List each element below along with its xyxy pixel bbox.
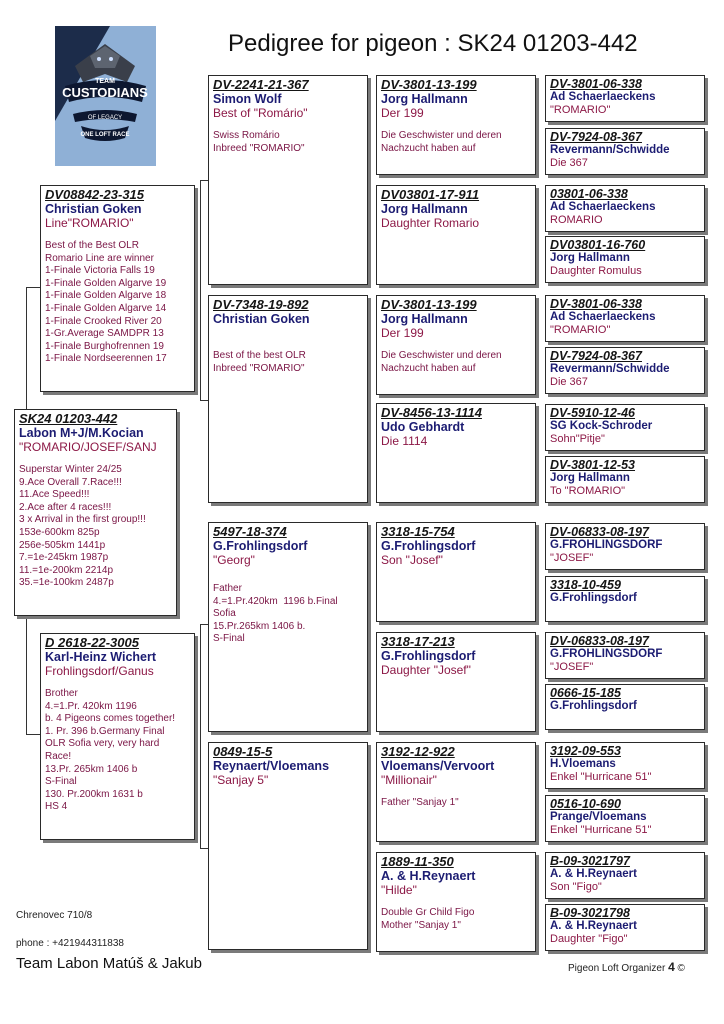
logo-text-race: ONE LOFT RACE (80, 132, 130, 138)
pedigree-card-gg6[interactable] (545, 347, 705, 394)
pedigree-card-dss[interactable] (376, 522, 536, 622)
pigeon-name: "ROMARIO/JOSEF/SANJ (19, 440, 157, 454)
pigeon-name: "JOSEF" (550, 552, 594, 564)
pedigree-card-gg12[interactable] (545, 684, 705, 730)
ring-number: DV-06833-08-197 (550, 634, 649, 648)
owner-name: Udo Gebhardt (381, 420, 465, 434)
ring-number: D 2618-22-3005 (45, 635, 139, 650)
remarks: Brother 4.=1.Pr. 420km 1196 b. 4 Pigeons comes together! 1. Pr. 396 b.Germany Final OLR Sofia very, very hard Race! 13.Pr. 265km 1406 b S-Final 130. Pr.200km 1631 b HS 4 (45, 688, 176, 813)
owner-name: Revermann/Schwidde (550, 363, 670, 375)
ring-number: 3318-15-754 (381, 524, 455, 539)
ring-number: B-09-3021797 (550, 854, 630, 868)
ring-number: 3192-09-553 (550, 744, 621, 758)
pedigree-card-sire[interactable] (40, 185, 195, 392)
owner-name: Jorg Hallmann (381, 92, 468, 106)
program-credit (568, 960, 685, 974)
owner-name: Jorg Hallmann (381, 312, 468, 326)
remarks: Best of the best OLR Inbreed "ROMARIO" (213, 350, 306, 374)
logo-text-custodians: CUSTODIANS (62, 85, 148, 100)
connector-line (26, 287, 27, 409)
remarks: Swiss Romário Inbreed "ROMARIO" (213, 130, 305, 154)
team-logo (55, 26, 156, 166)
pedigree-card-gg16[interactable] (545, 904, 705, 951)
ring-number: DV-06833-08-197 (550, 525, 649, 539)
pedigree-card-gg4[interactable] (545, 236, 705, 283)
eagle-shield-icon (55, 26, 156, 166)
pigeon-name: Line"ROMARIO" (45, 216, 134, 230)
owner-name: Simon Wolf (213, 92, 282, 106)
pigeon-name: Sohn"Pitje" (550, 433, 605, 445)
owner-name: Jorg Hallmann (381, 202, 468, 216)
owner-name: Prange/Vloemans (550, 811, 647, 823)
owner-name: G.Frohlingsdorf (381, 649, 476, 663)
pedigree-card-dam[interactable] (40, 633, 195, 840)
pedigree-card-sire-dam[interactable] (208, 295, 368, 503)
connector-line (26, 734, 40, 735)
pedigree-card-main[interactable] (14, 409, 177, 616)
owner-name: G.Frohlingsdorf (381, 539, 476, 553)
remarks: Die Geschwister und deren Nachzucht haben auf (381, 130, 502, 154)
pigeon-name: "Sanjay 5" (213, 773, 269, 787)
pigeon-name: Die 1114 (381, 434, 428, 448)
pedigree-card-gg10[interactable] (545, 576, 705, 622)
remarks: Double Gr Child Figo Mother "Sanjay 1" (381, 907, 475, 931)
owner-name: G.Frohlingsdorf (213, 539, 308, 553)
owner-name: Christian Goken (45, 202, 142, 216)
owner-name: A. & H.Reynaert (550, 920, 637, 932)
owner-name: G.FROHLINGSDORF (550, 648, 663, 660)
owner-name: Jorg Hallmann (550, 472, 630, 484)
remarks: Die Geschwister und deren Nachzucht haben auf (381, 350, 502, 374)
remarks: Best of the Best OLR Romario Line are winner 1-Finale Victoria Falls 19 1-Finale Golden Algarve 19 1-Finale Golden Algarve 18 1-Finale Golden Algarve 14 1-Finale Crooked River 20 1-Gr.Average SAMDPR 13 1-Finale Burghofrennen 19 1-Finale Nordseerennen 17 (45, 240, 167, 365)
pedigree-card-gg9[interactable] (545, 523, 705, 570)
owner-name: Reynaert/Vloemans (213, 759, 330, 773)
owner-name: Revermann/Schwidde (550, 144, 670, 156)
ring-number: 1889-11-350 (381, 854, 454, 869)
ring-number: DV-3801-13-199 (381, 77, 477, 92)
owner-name: H.Vloemans (550, 758, 616, 770)
pedigree-card-gg15[interactable] (545, 852, 705, 899)
ring-number: DV-3801-13-199 (381, 297, 477, 312)
pedigree-card-gg13[interactable] (545, 742, 705, 789)
ring-number: SK24 01203-442 (19, 411, 118, 426)
pedigree-card-ddd[interactable] (376, 852, 536, 952)
owner-name: A. & H.Reynaert (550, 868, 637, 880)
ring-number: 3318-17-213 (381, 634, 455, 649)
owner-name: SG Kock-Schroder (550, 420, 653, 432)
connector-line (200, 848, 208, 849)
ring-number: DV-7924-08-367 (550, 130, 642, 144)
ring-number: DV-3801-06-338 (550, 297, 642, 311)
ring-number: DV08842-23-315 (45, 187, 145, 202)
pigeon-name: "Millionair" (381, 773, 437, 787)
pedigree-card-gg14[interactable] (545, 795, 705, 842)
pedigree-card-gg11[interactable] (545, 632, 705, 679)
owner-name: A. & H.Reynaert (381, 869, 476, 883)
pigeon-name: Der 199 (381, 326, 424, 340)
program-name: Pigeon Loft Organizer (568, 963, 666, 974)
connector-line (26, 616, 27, 734)
owner-name: Labon M+J/M.Kocian (19, 426, 144, 440)
remarks: Superstar Winter 24/25 9.Ace Overall 7.Race!!! 11.Ace Speed!!! 2.Ace after 4 races!!! 3 x Arrival in the first group!!! 153e-600km 825p 256e-505km 1441p 7.=1e-245km 1987p 11.=1e-200km 2214p 35.=1e-100km 2487p (19, 464, 146, 589)
pigeon-name: Der 199 (381, 106, 424, 120)
pedigree-card-gg2[interactable] (545, 128, 705, 175)
owner-name: Ad Schaerlaeckens (550, 311, 656, 323)
connector-line (200, 180, 208, 181)
pedigree-card-gg5[interactable] (545, 295, 705, 342)
ring-number: B-09-3021798 (550, 906, 630, 920)
ring-number: 03801-06-338 (550, 187, 628, 201)
pedigree-card-sss[interactable] (376, 75, 536, 175)
pedigree-card-sds[interactable] (376, 295, 536, 395)
ring-number: DV03801-16-760 (550, 238, 646, 252)
owner-name: Vloemans/Vervoort (381, 759, 495, 773)
pigeon-name: Daughter Romario (381, 216, 480, 230)
pedigree-card-dam-sire[interactable] (208, 522, 368, 732)
pigeon-name: Daughter "Josef" (381, 663, 471, 677)
ring-number: DV-3801-12-53 (550, 458, 636, 472)
ring-number: DV03801-17-911 (381, 187, 480, 202)
pigeon-name: "ROMARIO" (550, 104, 611, 116)
pedigree-card-sire-sire[interactable] (208, 75, 368, 285)
remarks: Father "Sanjay 1" (381, 797, 459, 808)
connector-line (200, 180, 201, 400)
connector-line (200, 624, 201, 848)
ring-number: 3318-10-459 (550, 578, 621, 592)
ring-number: DV-2241-21-367 (213, 77, 309, 92)
pigeon-name: Best of "Romário" (213, 106, 308, 120)
pigeon-name: Frohlingsdorf/Ganus (45, 664, 154, 678)
owner-name: Karl-Heinz Wichert (45, 650, 157, 664)
pedigree-card-dam-dam[interactable] (208, 742, 368, 950)
pedigree-card-gg7[interactable] (545, 404, 705, 451)
pigeon-name: "Georg" (213, 553, 255, 567)
owner-name: Jorg Hallmann (550, 252, 630, 264)
address: Chrenovec 710/8 (16, 910, 93, 921)
ring-number: DV-8456-13-1114 (381, 405, 482, 420)
pedigree-card-gg8[interactable] (545, 456, 705, 503)
page-title: Pedigree for pigeon : SK24 01203-442 (228, 30, 638, 57)
ring-number: DV-7348-19-892 (213, 297, 309, 312)
pigeon-name: Die 367 (550, 157, 588, 169)
pedigree-card-ssd[interactable] (376, 185, 536, 285)
owner-name: G.Frohlingsdorf (550, 700, 637, 712)
pigeon-name: Son "Figo" (550, 881, 602, 893)
owner-name: Christian Goken (213, 312, 310, 326)
ring-number: 0666-15-185 (550, 686, 621, 700)
pedigree-card-sdd[interactable] (376, 403, 536, 503)
ring-number: 0849-15-5 (213, 744, 273, 759)
ring-number: 0516-10-690 (550, 797, 621, 811)
phone: phone : +421944311838 (16, 938, 124, 949)
owner-name: G.FROHLINGSDORF (550, 539, 663, 551)
remarks: Father 4.=1.Pr.420km 1196 b.Final Sofia 15.Pr.265km 1406 b. S-Final (213, 583, 338, 645)
ring-number: DV-3801-06-338 (550, 77, 642, 91)
pigeon-name: Enkel "Hurricane 51" (550, 771, 652, 783)
connector-line (26, 287, 40, 288)
logo-text-legacy: OF LEGACY (87, 115, 123, 121)
pigeon-name: Daughter Romulus (550, 265, 642, 277)
ring-number: 3192-12-922 (381, 744, 455, 759)
connector-line (200, 624, 208, 625)
pedigree-card-gg3[interactable] (545, 185, 705, 232)
ring-number: 5497-18-374 (213, 524, 287, 539)
copyright-icon: © (677, 963, 685, 974)
pigeon-name: "JOSEF" (550, 661, 594, 673)
connector-line (200, 400, 208, 401)
pedigree-card-dsd[interactable] (376, 632, 536, 732)
team-name: Team Labon Matúš & Jakub (16, 955, 202, 972)
ring-number: DV-5910-12-46 (550, 406, 636, 420)
pedigree-card-gg1[interactable] (545, 75, 705, 122)
pigeon-name: ROMARIO (550, 214, 603, 226)
pigeon-name: Son "Josef" (381, 553, 443, 567)
pigeon-name: To "ROMARIO" (550, 485, 626, 497)
owner-name: Ad Schaerlaeckens (550, 201, 656, 213)
pedigree-card-dds[interactable] (376, 742, 536, 842)
pigeon-name: Die 367 (550, 376, 588, 388)
pigeon-name: "ROMARIO" (550, 324, 611, 336)
page-number: 4 (668, 960, 675, 974)
logo-text-team: TEAM (95, 78, 115, 85)
owner-name: Ad Schaerlaeckens (550, 91, 656, 103)
pigeon-name: "Hilde" (381, 883, 417, 897)
ring-number: DV-7924-08-367 (550, 349, 642, 363)
pigeon-name: Enkel "Hurricane 51" (550, 824, 652, 836)
owner-name: G.Frohlingsdorf (550, 592, 637, 604)
pigeon-name: Daughter "Figo" (550, 933, 628, 945)
